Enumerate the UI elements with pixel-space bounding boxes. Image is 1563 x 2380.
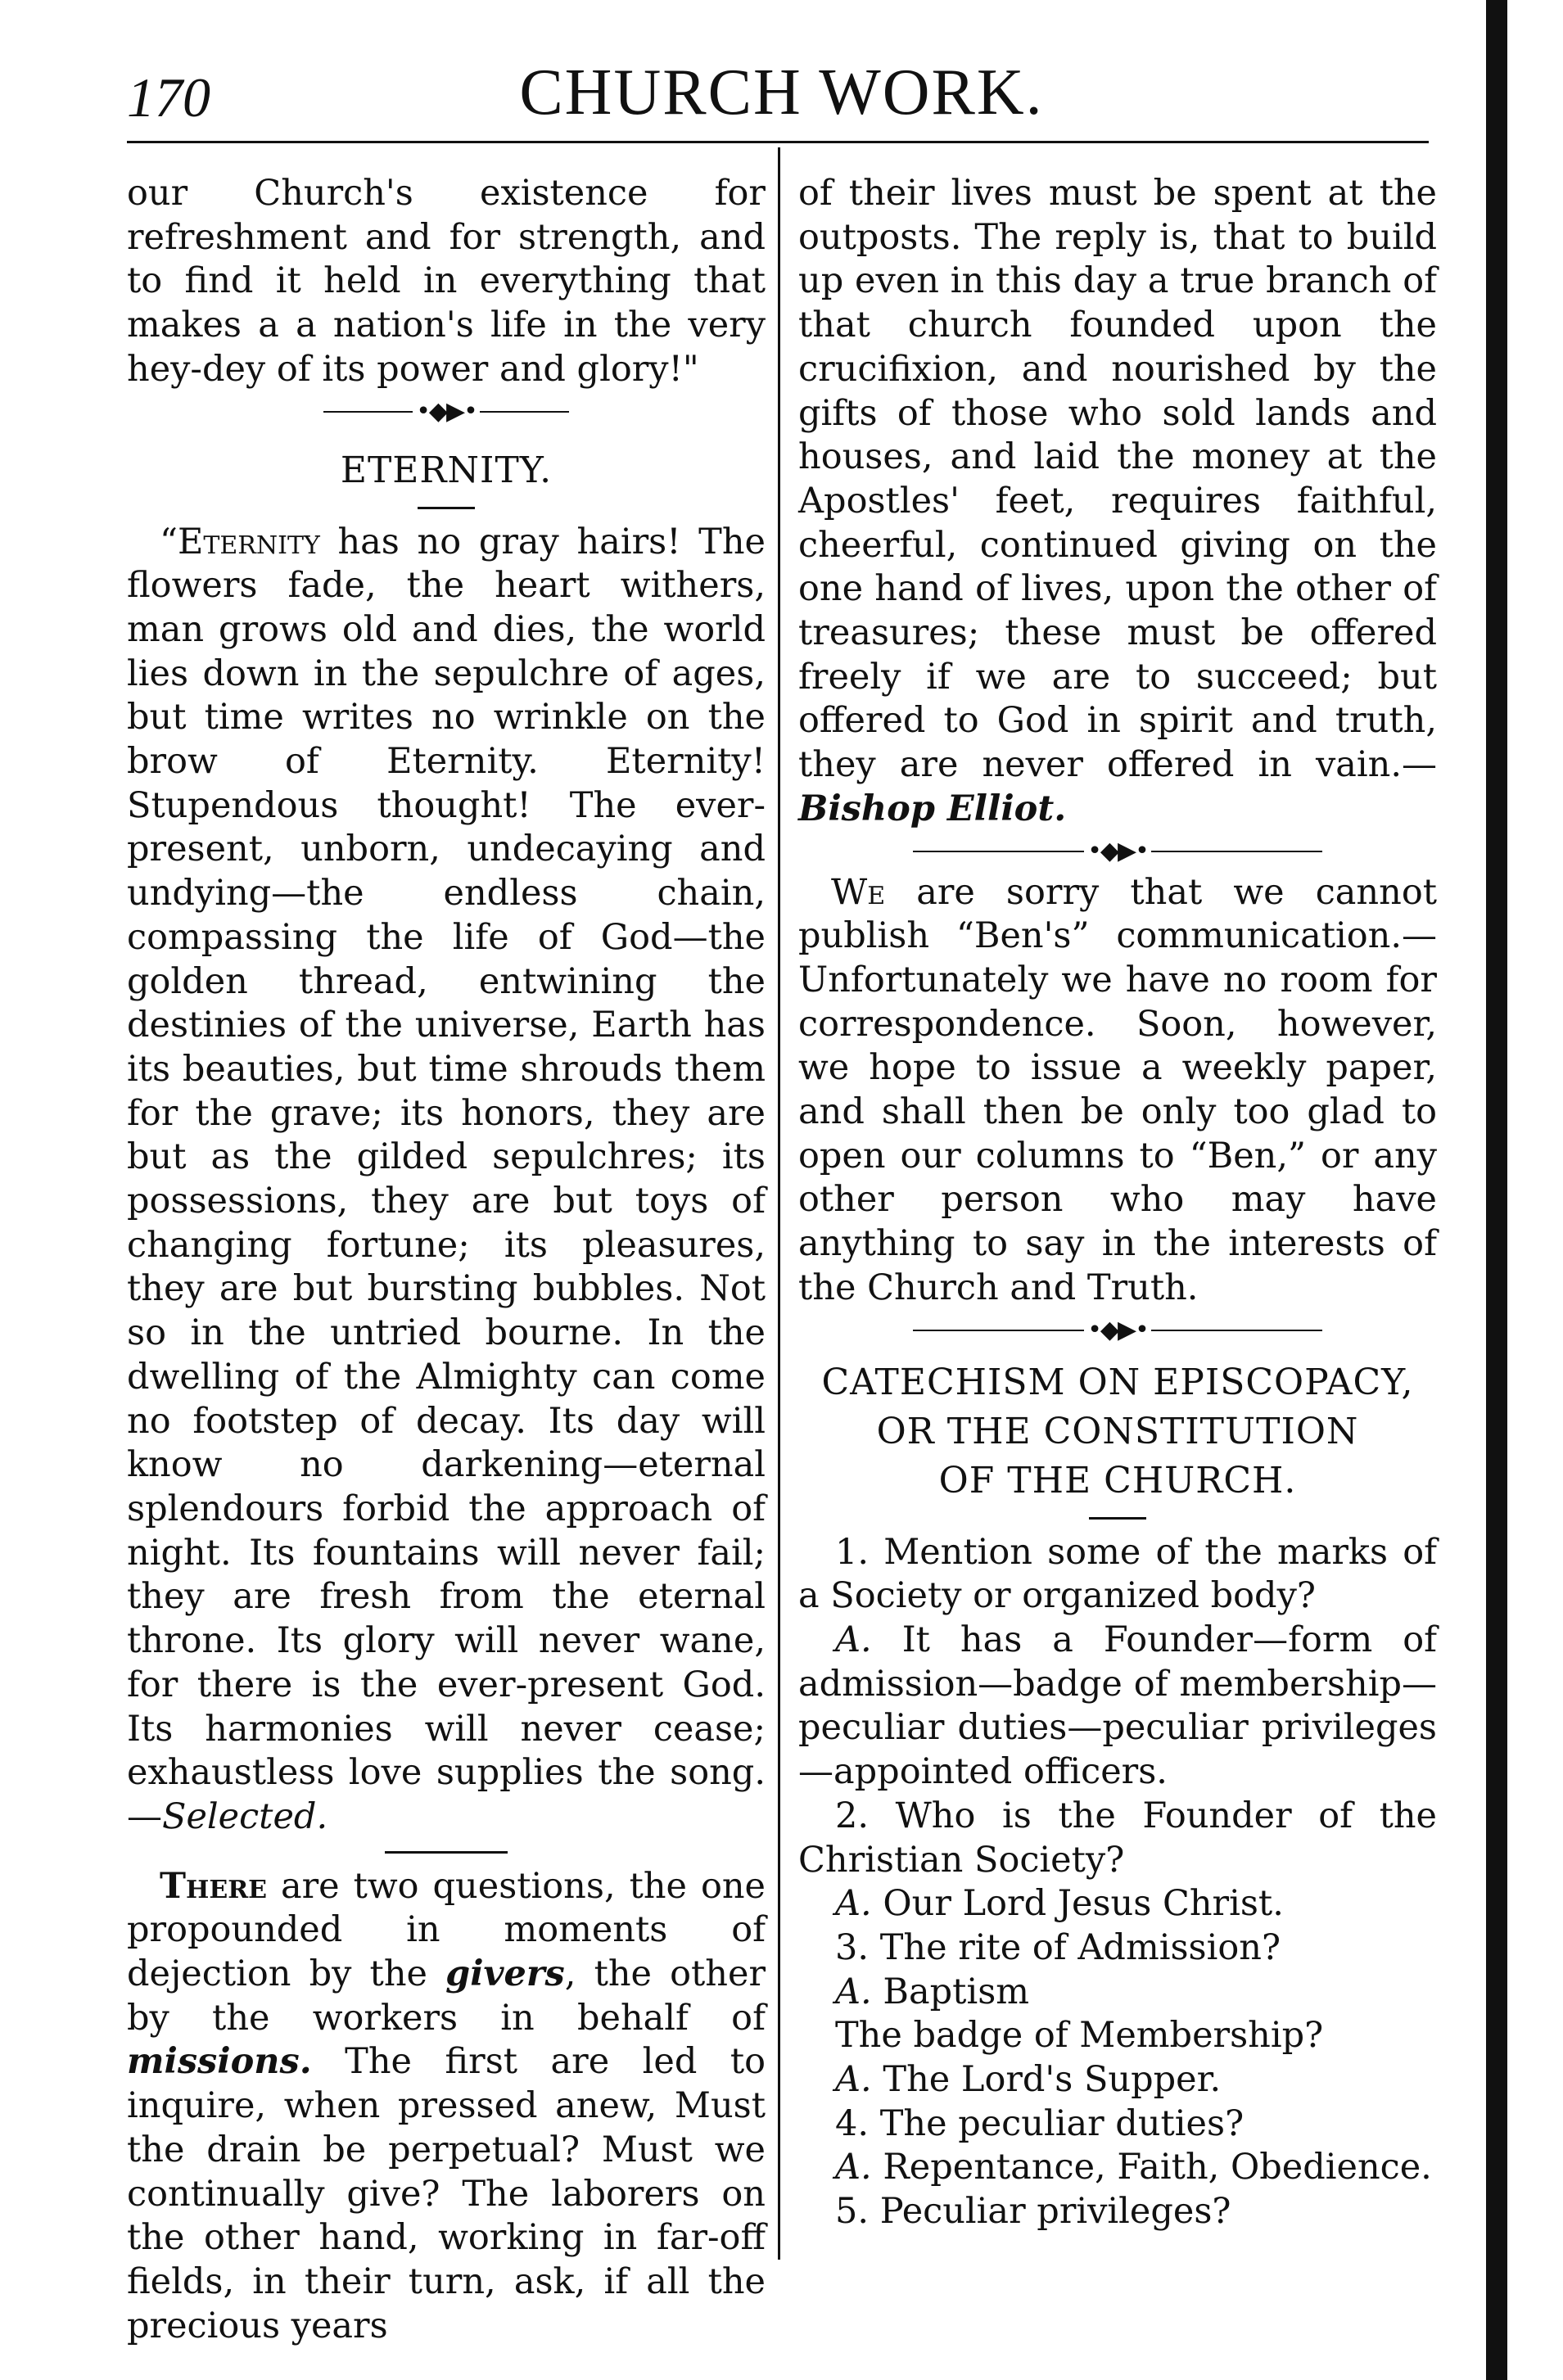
catechism-item: 2. Who is the Founder of the Christian Society? <box>798 1795 1438 1881</box>
notice-paragraph: We are sorry that we cannot publish “Ben's” communication.—Unfortunately we have no room for correspondence. Soon, however, we hope to issue a weekly paper, and shall then be only too glad to open our columns to “Ben,” or any other person who may have anything to say in the interests of the Church and Truth. <box>798 871 1437 1308</box>
two-questions-paragraph: There are two questions, the one propounded in moments of dejection by the givers, the other by the workers in behalf of missions. The first are led to inquire, when pressed anew, Must the drain be perpetual? Must we continually give? The laborers on the other hand, working in far-off fields, in their turn, ask, if all the precious years <box>127 1865 766 2346</box>
ornament-divider: •◆▶• <box>913 1311 1322 1350</box>
catechism-item: A. It has a Founder—form of admission—badge of membership—peculiar duties—peculiar privileges—appointed officers. <box>798 1619 1437 1793</box>
catechism-item: A. The Lord's Supper. <box>835 2059 1222 2101</box>
short-rule <box>1089 1517 1146 1520</box>
catechism-item: 3. The rite of Admission? <box>835 1926 1281 1968</box>
catechism-heading: CATECHISM ON EPISCOPACY, OR THE CONSTITUTION OF THE CHURCH. <box>821 1361 1414 1502</box>
intro-paragraph: our Church's existence for refreshment and for strength, and to find it held in everything that makes a a nation's life in the very hey-dey of its power and glory!" <box>127 173 766 390</box>
page-number: 170 <box>127 66 210 129</box>
page-edge-bar <box>1486 0 1507 2380</box>
running-title: CHURCH WORK. <box>519 56 1044 129</box>
ornament-divider: •◆▶• <box>323 392 569 431</box>
column-divider <box>778 147 780 2260</box>
catechism-item: A. Baptism <box>835 1971 1030 2012</box>
catechism-item: The badge of Membership? <box>835 2015 1324 2057</box>
right-column <box>798 172 1437 2234</box>
continuation-paragraph: of their lives must be spent at the outposts. The reply is, that to build up even in this day a true branch of that church founded upon the crucifixion, and nourished by the gifts of those who sold lands and houses, and laid the money at the Apostles' feet, requires faithful, cheerful, continued giving on the one hand of lives, upon the other of treasures; these must be offered freely if we are to succeed; but offered to God in spirit and truth, they are never offered in vain.—Bishop Elliot. <box>798 173 1437 829</box>
eternity-paragraph: “Eternity has no gray hairs! The flowers fade, the heart withers, man grows old and dies, the world lies down in the sepulchre of ages, but time writes no wrinkle on the brow of Eternity. Eternity! Stupendous thought! The ever-present, unborn, undecaying and undying—the endless chain, compassing the life of God—the golden thread, entwining the destinies of the universe, Earth has its beauties, but time shrouds them for the grave; its honors, they are but as the gilded sepulchres; its possessions, they are but toys of changing fortune; its pleasures, they are but bursting bubbles. Not so in the untried bourne. In the dwelling of the Almighty can come no footstep of decay. Its day will know no darkening—eternal splendours forbid the approach of night. Its fountains will never fail; they are fresh from the eternal throne. Its glory will never wane, for there is the ever-present God. Its harmonies will never cease; exhaustless love supplies the song.—Selected. <box>127 521 766 1837</box>
header-rule <box>127 141 1429 143</box>
ornament-divider: •◆▶• <box>913 832 1322 871</box>
short-rule <box>385 1851 508 1854</box>
page-header <box>0 56 1563 146</box>
eternity-heading: ETERNITY. <box>340 449 553 491</box>
catechism-item: A. Repentance, Faith, Obedience. <box>835 2147 1432 2188</box>
left-column <box>127 172 766 2348</box>
short-rule <box>418 507 475 509</box>
catechism-item: 4. The peculiar duties? <box>835 2102 1245 2144</box>
catechism-item: 5. Peculiar privileges? <box>835 2191 1231 2233</box>
catechism-list <box>798 1531 1437 2234</box>
catechism-item: A. Our Lord Jesus Christ. <box>835 1883 1284 1925</box>
catechism-item: 1. Mention some of the marks of a Society or organized body? <box>798 1531 1438 1617</box>
